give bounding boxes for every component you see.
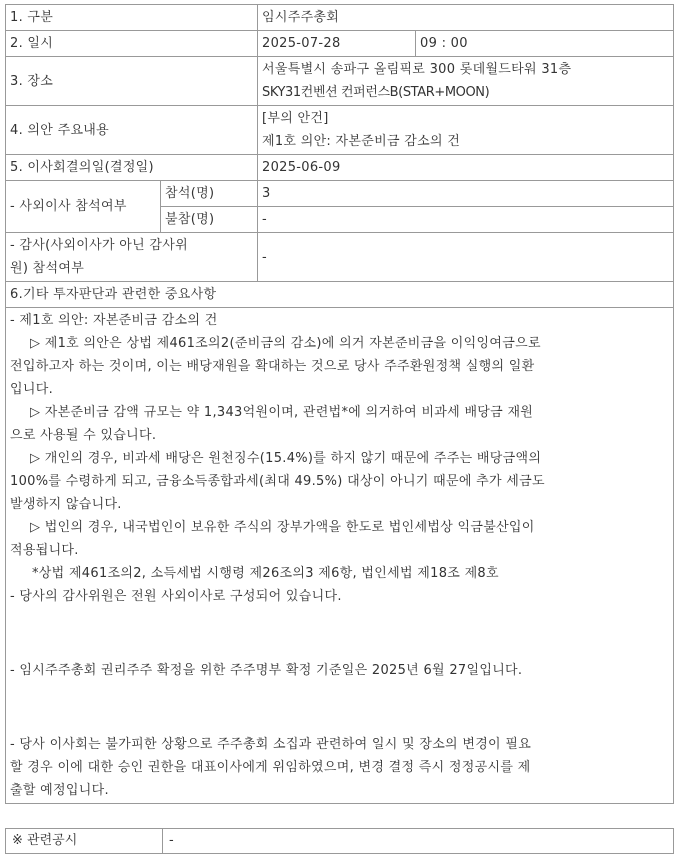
agenda-label: 4. 의안 주요내용	[6, 106, 258, 155]
auditors-label-line-2: 원) 참석여부	[10, 261, 85, 276]
detail-line: ▷ 법인의 경우, 내국법인이 보유한 주식의 장부가액을 한도로 법인세법상 익금불산입이	[30, 520, 535, 535]
auditors-label	[6, 233, 258, 282]
spacer	[10, 608, 669, 659]
detail-line: - 제1호 의안: 자본준비금 감소의 건	[10, 313, 218, 328]
detail-line: 전입하고자 하는 것이며, 이는 배당재원을 확대하는 것으로 당사 주주환원정책 실행의 일환	[10, 359, 535, 374]
board-date-value: 2025-06-09	[258, 155, 674, 181]
detail-line: 적용됩니다.	[10, 543, 79, 558]
time-value: 09 : 00	[416, 31, 674, 57]
row-venue	[6, 57, 674, 106]
detail-line: 입니다.	[10, 382, 54, 397]
outside-directors-label: - 사외이사 참석여부	[6, 181, 161, 233]
detail-line: - 당사 이사회는 불가피한 상황으로 주주총회 소집과 관련하여 일시 및 장소의 변경이 필요	[10, 737, 532, 752]
other-details	[6, 308, 674, 804]
related-disclosure-label: ※ 관련공시	[6, 829, 163, 854]
venue-line-1: 서울특별시 송파구 올림픽로 300 롯데월드타워 31층	[262, 62, 572, 77]
board-date-label: 5. 이사회결의일(결정일)	[6, 155, 258, 181]
detail-line: 100%를 수령하게 되고, 금융소득종합과세(최대 49.5%) 대상이 아니기 때문에 추가 세금도	[10, 474, 545, 489]
datetime-label: 2. 일시	[6, 31, 258, 57]
date-value: 2025-07-28	[258, 31, 416, 57]
present-label: 참석(명)	[161, 181, 258, 207]
detail-line: ▷ 제1호 의안은 상법 제461조의2(준비금의 감소)에 의거 자본준비금을 이익잉여금으로	[30, 336, 541, 351]
present-value: 3	[258, 181, 674, 207]
auditors-value: -	[258, 233, 674, 282]
detail-line: 출할 예정입니다.	[10, 783, 109, 798]
spacer	[10, 682, 669, 733]
venue-value	[258, 57, 674, 106]
row-outside-directors-present	[6, 181, 674, 207]
row-category	[6, 5, 674, 31]
row-other-details	[6, 308, 674, 804]
detail-line: ▷ 자본준비금 감액 규모는 약 1,343억원이며, 관련법*에 의거하여 비과세 배당금 재원	[30, 405, 534, 420]
row-auditors	[6, 233, 674, 282]
detail-line: - 임시주주총회 권리주주 확정을 위한 주주명부 확정 기준일은 2025년 6월 27일입니다.	[10, 663, 523, 678]
related-disclosure-table	[5, 828, 674, 854]
agenda-value	[258, 106, 674, 155]
row-other-header	[6, 282, 674, 308]
venue-label: 3. 장소	[6, 57, 258, 106]
auditors-label-line-1: - 감사(사외이사가 아닌 감사위	[10, 238, 188, 253]
row-agenda	[6, 106, 674, 155]
row-related-disclosure	[6, 829, 674, 854]
absent-value: -	[258, 207, 674, 233]
other-label: 6.기타 투자판단과 관련한 중요사항	[6, 282, 674, 308]
footnote-line: *상법 제461조의2, 소득세법 시행령 제26조의3 제6항, 법인세법 제18조 제8호	[32, 566, 499, 581]
absent-label: 불참(명)	[161, 207, 258, 233]
detail-line: - 당사의 감사위원은 전원 사외이사로 구성되어 있습니다.	[10, 589, 342, 604]
detail-line: ▷ 개인의 경우, 비과세 배당은 원천징수(15.4%)를 하지 않기 때문에 주주는 배당금액의	[30, 451, 542, 466]
detail-line: 으로 사용될 수 있습니다.	[10, 428, 157, 443]
venue-line-2: SKY31컨벤션 컨퍼런스B(STAR+MOON)	[262, 85, 490, 100]
category-value: 임시주주총회	[258, 5, 674, 31]
row-board-date	[6, 155, 674, 181]
disclosure-table	[5, 4, 674, 804]
detail-line: 할 경우 이에 대한 승인 권한을 대표이사에게 위임하였으며, 변경 결정 즉시 정정공시를 제	[10, 760, 531, 775]
agenda-line-2: 제1호 의안: 자본준비금 감소의 건	[262, 134, 461, 149]
related-disclosure-value: -	[163, 829, 674, 854]
row-datetime	[6, 31, 674, 57]
agenda-line-1: [부의 안건]	[262, 111, 329, 126]
detail-line: 발생하지 않습니다.	[10, 497, 122, 512]
category-label: 1. 구분	[6, 5, 258, 31]
